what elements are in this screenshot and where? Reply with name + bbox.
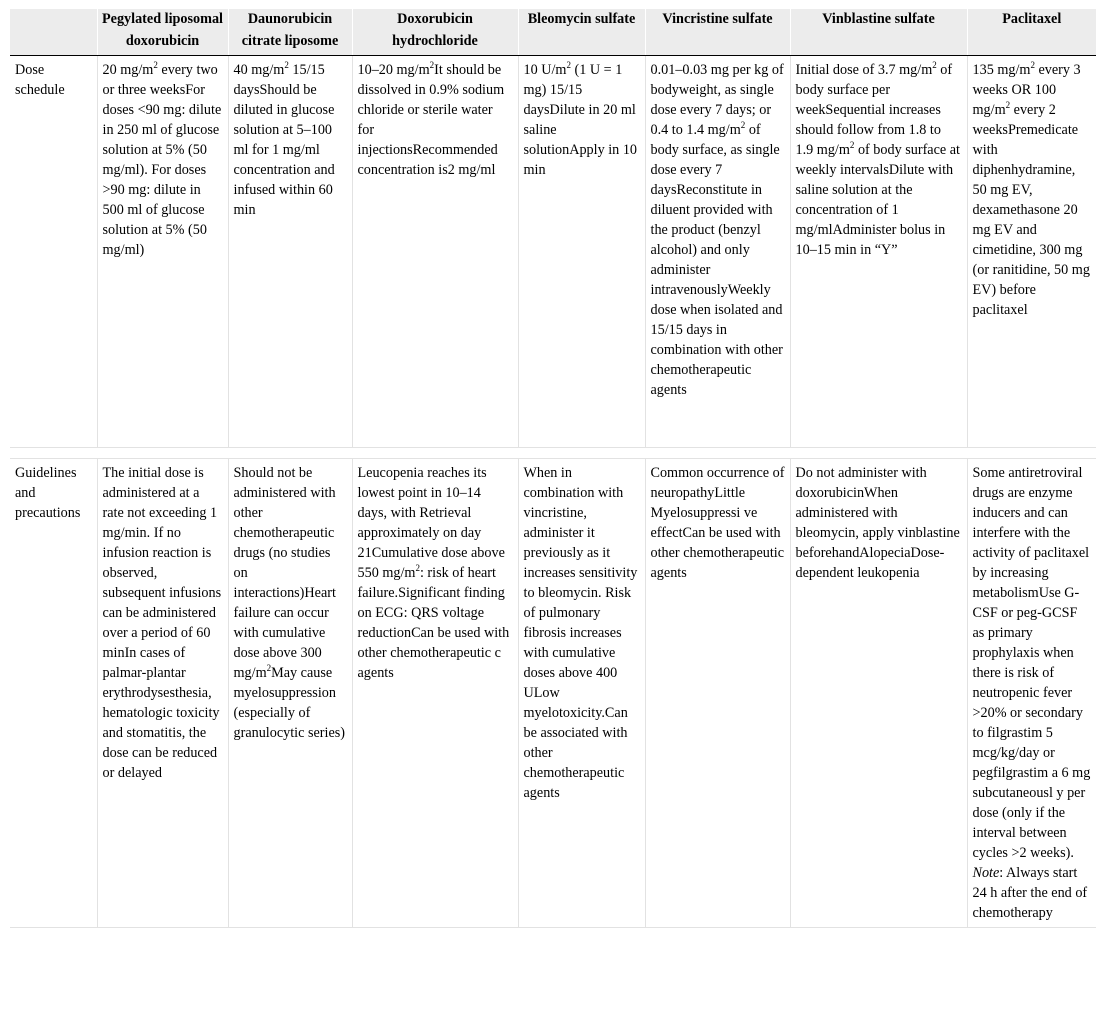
table-cell: 10–20 $mg/m^2It$ should be dissolved in 0.9% sodium chloride or sterile water for injectionsRecommended concentration is2 mg/ml: [352, 56, 518, 448]
table-cell: 0.01–0.03 mg per kg of bodyweight, as single dose every 7 days; or 0.4 to 1.4 $mg/m^2$ of body surface, as single dose every 7 daysReconstitute in diluent provided with the product (benzyl alcohol) and only administer intravenouslyWeekly dose when isolated and 15/15 days in combination with other chemotherapeutic agents: [645, 56, 790, 448]
row-spacer: [10, 448, 1096, 459]
table-cell: When in combination with vincristine, administer it previously as it increases sensitivity to bleomycin. Risk of pulmonary fibrosis increases with cumulative doses above 400 ULow myelotoxicity.Can be associated with other chemotherapeutic agents: [518, 459, 645, 928]
table-cell: 135 $mg/m^2$ every 3 weeks OR 100 $mg/m^2$ every 2 weeksPremedicate with diphenhydramine, 50 mg EV, dexamethasone 20 mg EV and cimetidine, 300 mg (or ranitidine, 50 mg EV) before paclitaxel: [967, 56, 1096, 448]
table-cell: 10 $U/m^2$ (1 U = 1 mg) 15/15 daysDilute in 20 ml saline solutionApply in 10 min: [518, 56, 645, 448]
spacer-cell: [10, 448, 1096, 459]
table-cell: Common occurrence of neuropathyLittle Myelosuppressi ve effectCan be used with other chemotherapeutic agents: [645, 459, 790, 928]
table-cell: Initial dose of 3.7 $mg/m^2$ of body surface per weekSequential increases should follow from 1.8 to 1.9 $mg/m^2$ of body surface at weekly intervalsDilute with saline solution at the concentration of 1 mg/mlAdminister bolus in 10–15 min in “Y”: [790, 56, 967, 448]
table-cell: Leucopenia reaches its lowest point in 10–14 days, with Retrieval approximately on day 21Cumulative dose above 550 $mg/m^2$: risk of heart failure.Significant finding on ECG: QRS voltage reductionCan be used with other chemotherapeutic c agents: [352, 459, 518, 928]
table-row-dose-schedule: [10, 56, 1096, 448]
table-row-guidelines-and-precautions: [10, 459, 1096, 928]
table-cell: 20 $mg/m^2$ every two or three weeksFor doses <90 mg: dilute in 250 ml of glucose solution at 5% (50 mg/ml). For doses >90 mg: dilute in 500 ml of glucose solution at 5% (50 mg/ml): [97, 56, 228, 448]
drug-comparison-table: [10, 9, 1096, 928]
header-doxorubicin-hydrochloride: Doxorubicin hydrochloride: [352, 9, 518, 56]
header-daunorubicin-citrate-liposome: Daunorubicin citrate liposome: [228, 9, 352, 56]
header-bleomycin-sulfate: Bleomycin sulfate: [518, 9, 645, 56]
table-cell: Some antiretroviral drugs are enzyme inducers and can interfere with the activity of paclitaxel by increasing metabolismUse G-CSF or peg-GCSF as primary prophylaxis when there is risk of neutropenic fever >20% or secondary to filgrastim 5 mcg/kg/day or pegfilgrastim a 6 mg subcutaneousl y per dose (only if the interval between cycles >2 weeks). Note: Always start 24 h after the end of chemotherapy: [967, 459, 1096, 928]
table-cell: Should not be administered with other chemotherapeutic drugs (no studies on interactions)Heart failure can occur with cumulative dose above 300 $mg/m^2May$ cause myelosuppression (especially of granulocytic series): [228, 459, 352, 928]
header-paclitaxel: Paclitaxel: [967, 9, 1096, 56]
row-label-guidelines-and-precautions: Guidelines and precautions: [10, 459, 97, 928]
table-cell: 40 $mg/m^2$ 15/15 daysShould be diluted in glucose solution at 5–100 ml for 1 mg/ml concentration and infused within 60 min: [228, 56, 352, 448]
header-corner: [10, 9, 97, 56]
header-row: [10, 9, 1096, 56]
header-vincristine-sulfate: Vincristine sulfate: [645, 9, 790, 56]
table-cell: The initial dose is administered at a rate not exceeding 1 mg/min. If no infusion reaction is observed, subsequent infusions can be administered over a period of 60 minIn cases of palmar-plantar erythrodysesthesia, hematologic toxicity and stomatitis, the dose can be reduced or delayed: [97, 459, 228, 928]
drug-table-container: [10, 9, 1096, 928]
header-pegylated-liposomal-doxorubicin: Pegylated liposomal doxorubicin: [97, 9, 228, 56]
header-vinblastine-sulfate: Vinblastine sulfate: [790, 9, 967, 56]
row-label-dose-schedule: Dose schedule: [10, 56, 97, 448]
table-cell: Do not administer with doxorubicinWhen administered with bleomycin, apply vinblastine beforehandAlopeciaDose-dependent leukopenia: [790, 459, 967, 928]
